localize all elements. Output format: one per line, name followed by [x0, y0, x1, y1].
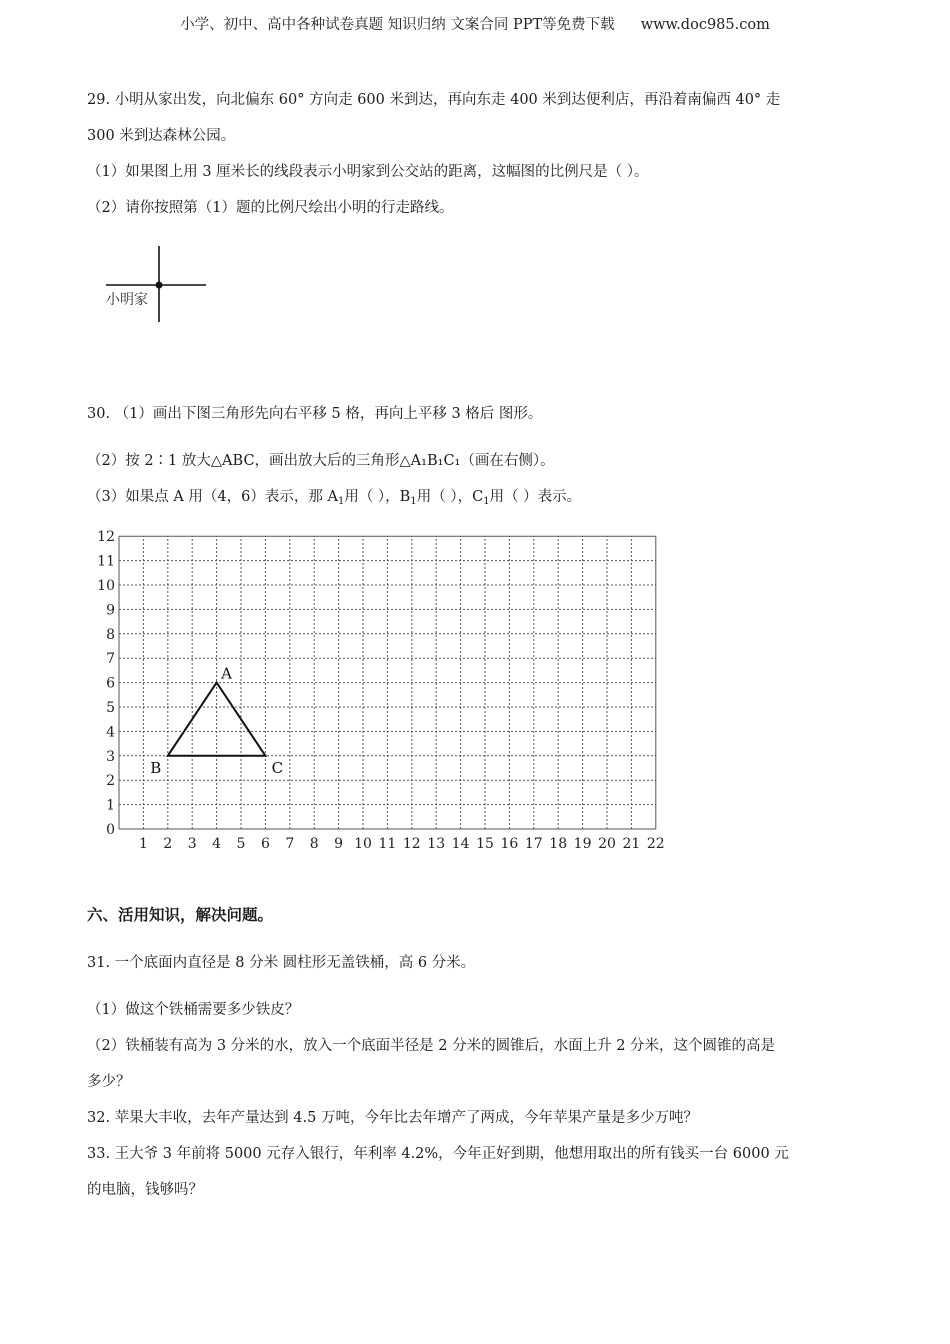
home-label: 小明家: [106, 292, 148, 308]
x-tick-label: 19: [573, 836, 592, 852]
subscript-1: 1: [483, 496, 490, 507]
x-tick-label: 10: [354, 836, 372, 852]
y-tick-label: 12: [97, 529, 115, 546]
q29-line1: 29. 小明从家出发，向北偏东 60° 方向走 600 米到达，再向东走 400 米到达便利店，再沿着南偏西 40° 走: [87, 92, 781, 108]
x-tick-label: 20: [598, 836, 616, 852]
q29-line2: 300 米到达森林公园。: [87, 128, 236, 144]
q30-part3-d: 用（ ）表示。: [489, 489, 582, 505]
x-tick-label: 8: [309, 836, 319, 852]
y-tick-label: 11: [97, 553, 115, 570]
x-tick-label: 2: [163, 836, 173, 852]
x-tick-label: 22: [646, 836, 665, 852]
y-tick-label: 10: [97, 578, 115, 594]
q29-part2: （2）请你按照第（1）题的比例尺绘出小明的行走路线。: [87, 200, 454, 216]
x-tick-label: 3: [187, 836, 197, 852]
q33-line1: 33. 王大爷 3 年前将 5000 元存入银行，年利率 4.2%，今年正好到期，他想用取出的所有钱买一台 6000 元: [87, 1146, 789, 1162]
y-tick-label: 8: [106, 626, 115, 643]
x-tick-label: 5: [236, 836, 246, 852]
x-tick-label: 11: [378, 836, 397, 852]
compass-diagram: [100, 240, 220, 330]
y-tick-label: 2: [106, 773, 115, 790]
y-tick-label: 7: [106, 651, 115, 668]
y-tick-label: 3: [106, 748, 115, 765]
x-tick-label: 14: [451, 836, 470, 852]
y-tick-label: 5: [106, 700, 115, 716]
x-tick-label: 15: [476, 836, 494, 852]
coordinate-grid: [95, 525, 675, 855]
q29-part1: （1）如果图上用 3 厘米长的线段表示小明家到公交站的距离，这幅图的比例尺是（ ）。: [87, 164, 649, 180]
q33-line2: 的电脑，钱够吗？: [87, 1182, 203, 1198]
section6-title: 六、活用知识，解决问题。: [87, 905, 274, 924]
header-text: 小学、初中、高中各种试卷真题 知识归纳 文案合同 PPT等免费下载: [180, 17, 615, 33]
q31-line1: 31. 一个底面内直径是 8 分米 圆柱形无盖铁桶，高 6 分米。: [87, 955, 476, 971]
vertex-label-c: C: [271, 758, 284, 777]
y-tick-label: 4: [106, 724, 115, 741]
q30-part1: 30. （1）画出下图三角形先向右平移 5 格，再向上平移 3 格后 图形。: [87, 406, 543, 422]
x-tick-label: 21: [622, 836, 641, 852]
q31-part2: （2）铁桶装有高为 3 分米的水，放入一个底面半径是 2 分米的圆锥后，水面上升 2 分米，这个圆锥的高是: [87, 1038, 776, 1054]
q30-part3-a: （3）如果点 A 用（4，6）表示，那 A: [87, 489, 338, 505]
x-tick-label: 13: [427, 836, 446, 852]
q30-part3: [87, 487, 581, 512]
x-tick-label: 16: [500, 836, 519, 852]
x-tick-label: 4: [212, 836, 222, 852]
x-tick-label: 1: [138, 836, 148, 852]
header-site: www.doc985.com: [640, 17, 770, 33]
y-tick-label: 9: [106, 602, 115, 619]
x-tick-label: 7: [285, 836, 295, 852]
subscript-1: 1: [337, 496, 345, 507]
x-tick-label: 6: [260, 836, 270, 852]
home-point: [156, 282, 163, 289]
x-tick-label: 9: [334, 836, 344, 852]
vertex-label-a: A: [221, 664, 233, 683]
page-header: [0, 13, 950, 34]
subscript-1: 1: [410, 496, 417, 507]
q30-part3-c: 用（ ），C: [416, 489, 484, 505]
y-tick-label: 6: [106, 675, 115, 692]
q32-text: 32. 苹果大丰收，去年产量达到 4.5 万吨，今年比去年增产了两成，今年苹果产量是多少万吨？: [87, 1110, 698, 1126]
q30-part2: （2）按 2∶1 放大△ABC，画出放大后的三角形△A₁B₁C₁（画在右侧）。: [87, 453, 555, 469]
q30-part3-b: 用（ ），B: [344, 489, 411, 505]
x-tick-label: 18: [549, 836, 568, 852]
x-tick-label: 17: [524, 836, 543, 852]
q31-part1: （1）做这个铁桶需要多少铁皮？: [87, 1002, 300, 1018]
vertex-label-b: B: [150, 758, 162, 777]
y-tick-label: 1: [106, 797, 115, 814]
x-tick-label: 12: [402, 836, 421, 852]
q31-part2-cont: 多少？: [87, 1074, 131, 1090]
y-tick-label: 0: [106, 822, 115, 838]
